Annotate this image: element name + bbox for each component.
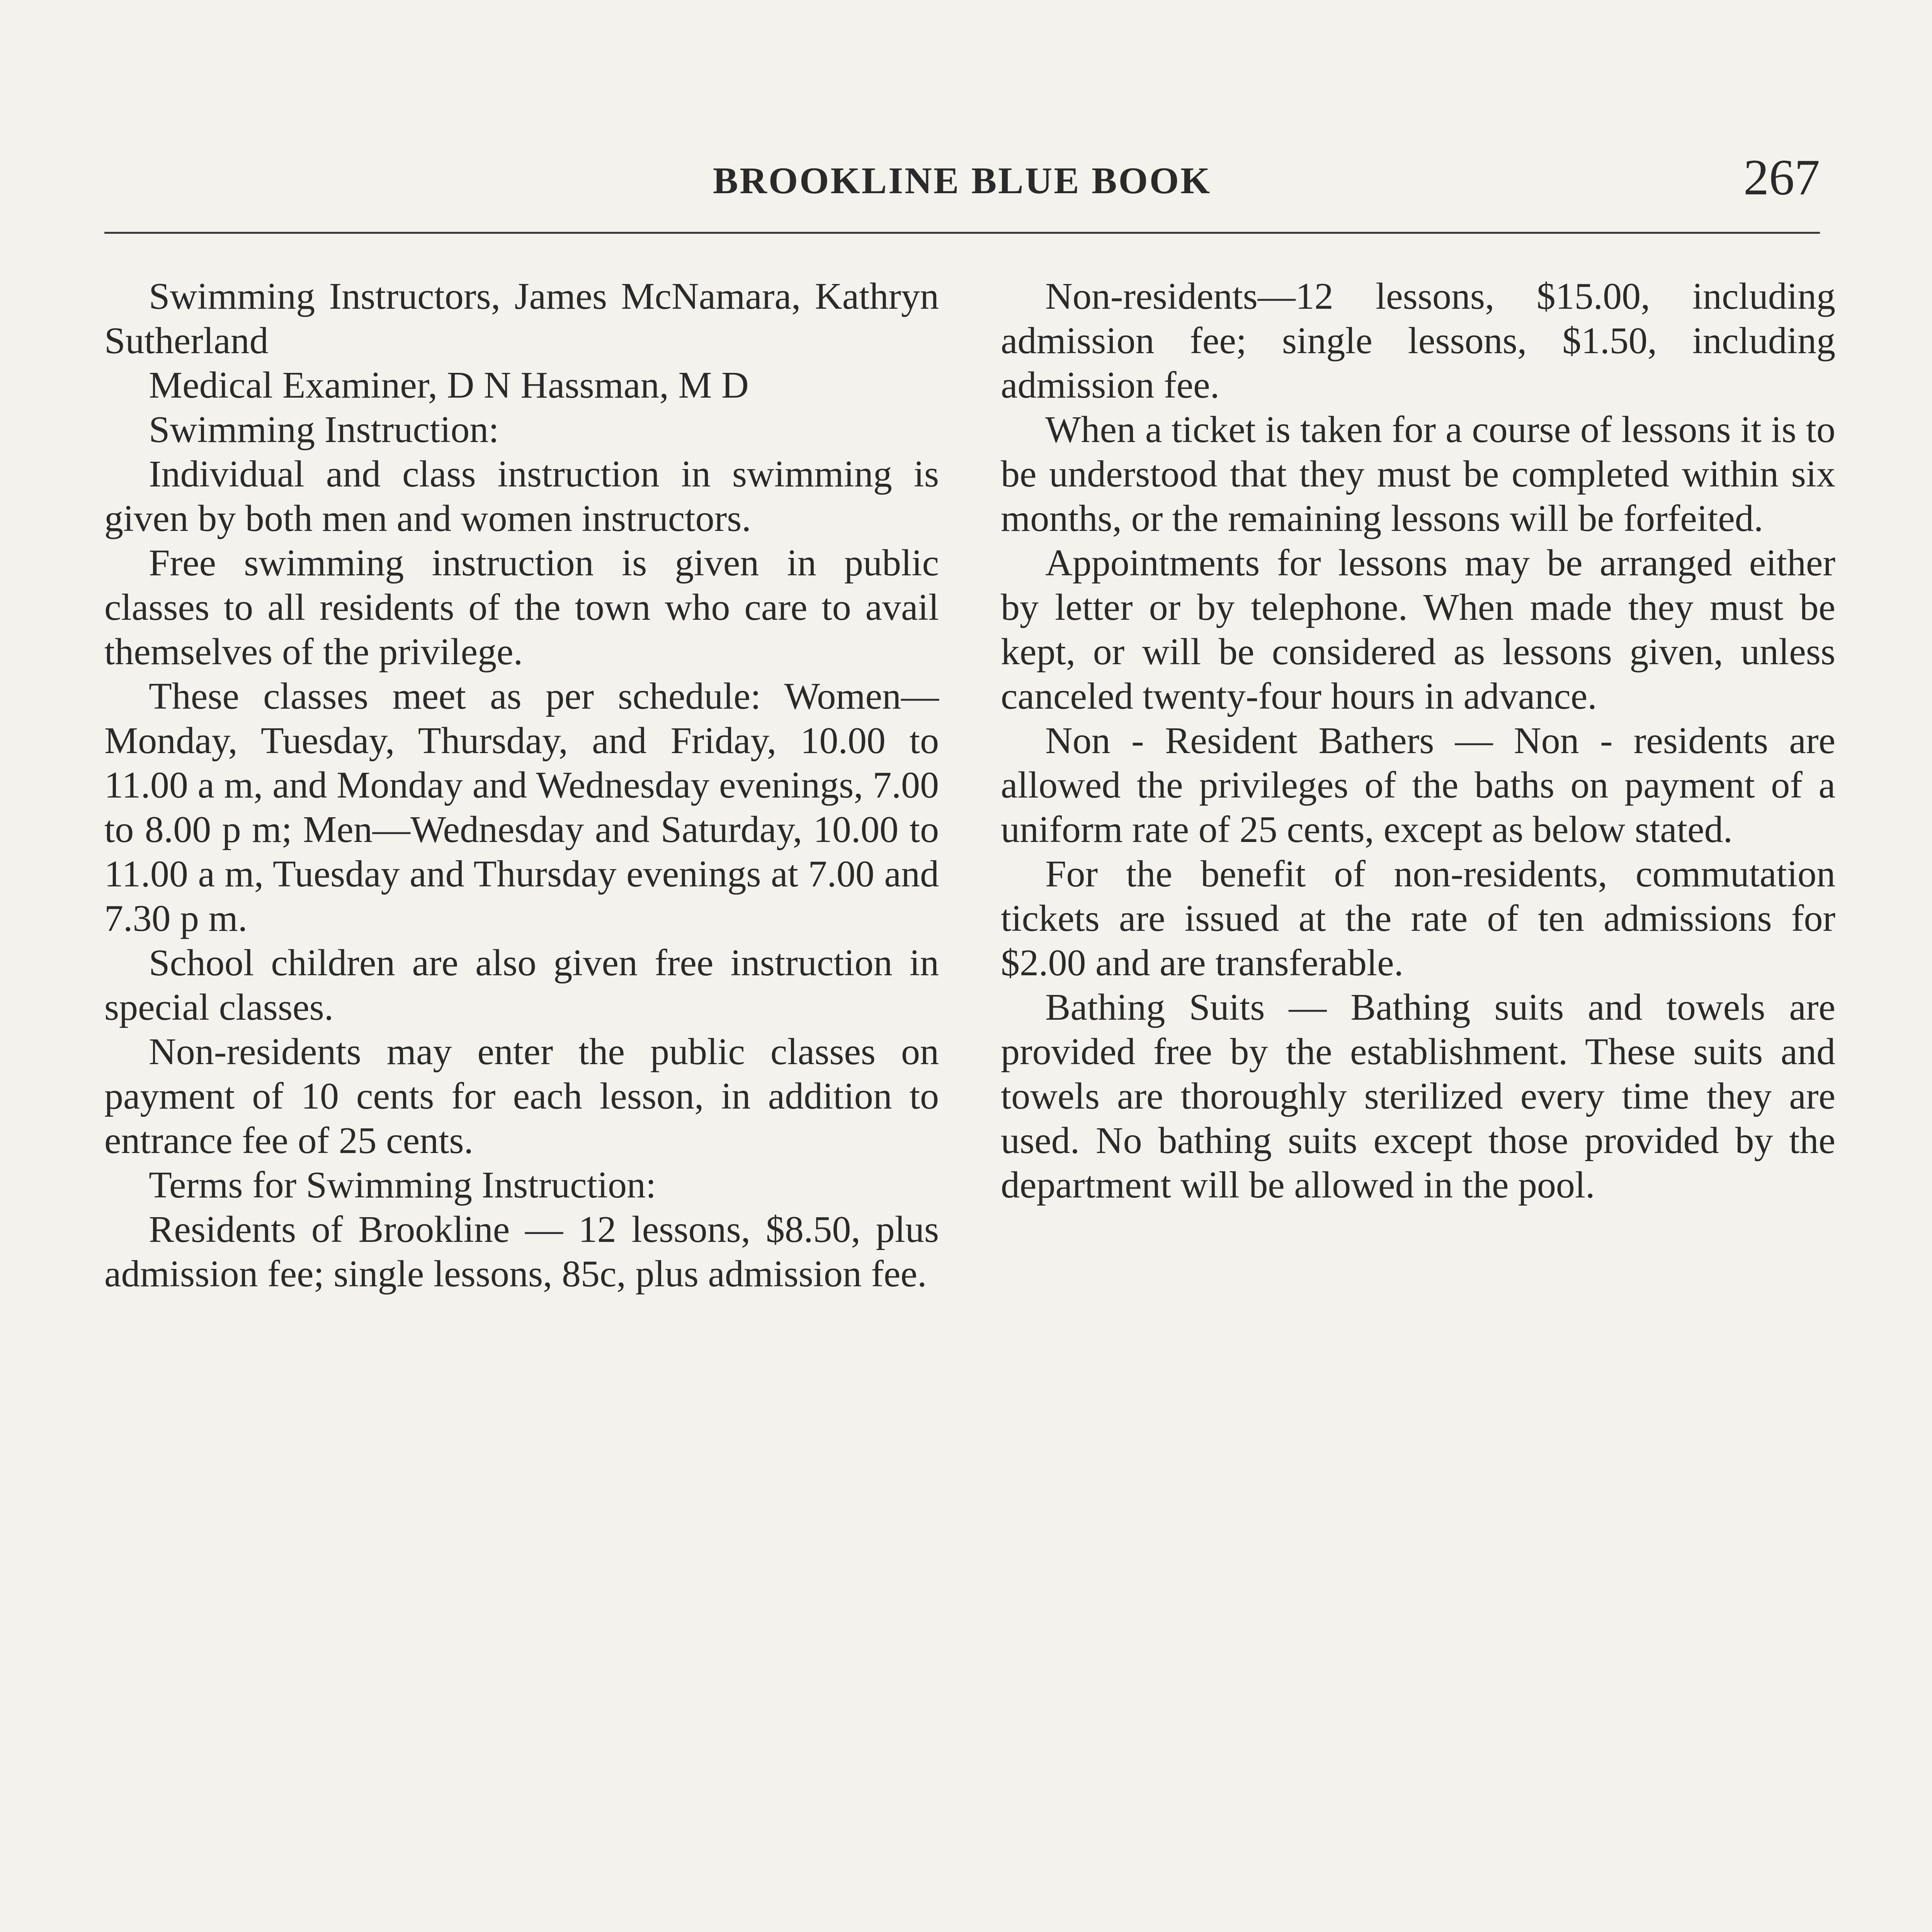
paragraph-non-resident-bathers: Non - Resident Bathers — Non - residents are allowed the privileges of the baths on payment of a uniform rate of 25 cents, except as below stated.: [1001, 720, 1835, 850]
paragraph-resident-terms: Residents of Brookline — 12 lessons, $8.50, plus admission fee; single lessons, 85c, plus admission fee.: [104, 1209, 939, 1295]
paragraph-individual-instruction: Individual and class instruction in swimming is given by both men and women instructors.: [104, 453, 939, 539]
paragraph-non-resident-classes: Non-residents may enter the public classes on payment of 10 cents for each lesson, in addition to entrance fee of 25 cents.: [104, 1031, 939, 1162]
right-column: [1001, 274, 1835, 1208]
header-rule: [104, 232, 1820, 234]
paragraph-appointments: Appointments for lessons may be arranged either by letter or by telephone. When made they must be kept, or will be considered as lessons given, unless canceled twenty-four hours in advance.: [1001, 542, 1835, 717]
paragraph-bathing-suits: Bathing Suits — Bathing suits and towels are provided free by the establishment. These suits and towels are thoroughly sterilized every time they are used. No bathing suits except those provided by the department will be allowed in the pool.: [1001, 986, 1835, 1206]
paragraph-swimming-instruction-heading: Swimming Instruction:: [149, 409, 499, 451]
paragraph-course-ticket: When a ticket is taken for a course of lessons it is to be understood that they must be completed within six months, or the remaining lessons will be forfeited.: [1001, 409, 1835, 539]
paragraph-non-resident-terms: Non-residents—12 lessons, $15.00, including admission fee; single lessons, $1.50, including admission fee.: [1001, 276, 1835, 406]
left-column: [104, 274, 939, 1296]
paragraph-free-instruction: Free swimming instruction is given in public classes to all residents of the town who care to avail themselves of the privilege.: [104, 542, 939, 673]
page-number: 267: [1743, 149, 1820, 206]
paragraph-commutation-tickets: For the benefit of non-residents, commutation tickets are issued at the rate of ten admissions for $2.00 and are transferable.: [1001, 853, 1835, 984]
paragraph-instructors: Swimming Instructors, James McNamara, Kathryn Sutherland: [104, 276, 939, 362]
paragraph-class-schedule: These classes meet as per schedule: Women—Monday, Tuesday, Thursday, and Friday, 10.00 to 11.00 a m, and Monday and Wednesday evenings, 7.00 to 8.00 p m; Men—Wednesday and Saturday, 10.00 to 11.00 a m, Tuesday and Thursday evenings at 7.00 and 7.30 p m.: [104, 675, 939, 939]
running-title: BROOKLINE BLUE BOOK: [713, 160, 1212, 202]
paragraph-medical-examiner: Medical Examiner, D N Hassman, M D: [149, 364, 749, 406]
paragraph-school-children: School children are also given free instruction in special classes.: [104, 942, 939, 1028]
paragraph-terms-heading: Terms for Swimming Instruction:: [149, 1164, 656, 1206]
page-header: [104, 151, 1820, 205]
